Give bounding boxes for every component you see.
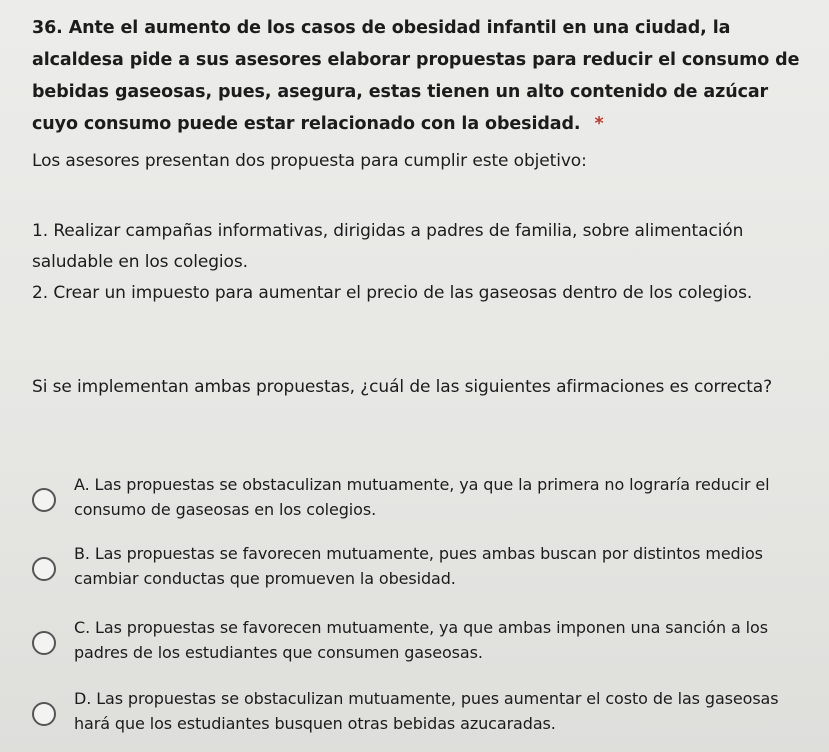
- proposals-intro: Los asesores presentan dos propuesta para cumplir este objetivo:: [32, 151, 587, 171]
- question-number: 36.: [32, 18, 63, 38]
- option-d-radio[interactable]: [32, 702, 56, 726]
- option-a-label: A. Las propuestas se obstaculizan mutuamente, ya que la primera no lograría reducir el consumo de gaseosas en los colegios.: [74, 475, 770, 519]
- option-c-label: C. Las propuestas se favorecen mutuamente, ya que ambas imponen una sanción a los padres de los estudiantes que consumen gaseosas.: [74, 618, 768, 662]
- option-c-radio[interactable]: [32, 631, 56, 655]
- option-d-label: D. Las propuestas se obstaculizan mutuamente, pues aumentar el costo de las gaseosas hará que los estudiantes busquen otras bebidas azucaradas.: [74, 689, 779, 733]
- question-statement: [32, 12, 812, 140]
- question-text: Ante el aumento de los casos de obesidad infantil en una ciudad, la alcaldesa pide a sus asesores elaborar propuestas para reducir el consumo de bebidas gaseosas, pues, asegura, estas tienen un alto contenido de azúcar cuyo consumo puede estar relacionado con la obesidad.: [32, 18, 800, 134]
- required-asterisk: *: [594, 114, 604, 134]
- question-prompt: Si se implementan ambas propuestas, ¿cuál de las siguientes afirmaciones es correcta?: [32, 377, 773, 397]
- option-b[interactable]: [32, 541, 812, 603]
- option-a-radio[interactable]: [32, 488, 56, 512]
- option-b-label: B. Las propuestas se favorecen mutuamente, pues ambas buscan por distintos medios cambiar conductas que promueven la obesidad.: [74, 544, 763, 588]
- proposal-1: 1. Realizar campañas informativas, dirigidas a padres de familia, sobre alimentación saludable en los colegios.: [32, 221, 744, 272]
- option-c[interactable]: [32, 615, 812, 677]
- proposal-2: 2. Crear un impuesto para aumentar el precio de las gaseosas dentro de los colegios.: [32, 283, 753, 303]
- option-d[interactable]: [32, 686, 812, 748]
- option-a[interactable]: [32, 472, 812, 534]
- option-b-radio[interactable]: [32, 557, 56, 581]
